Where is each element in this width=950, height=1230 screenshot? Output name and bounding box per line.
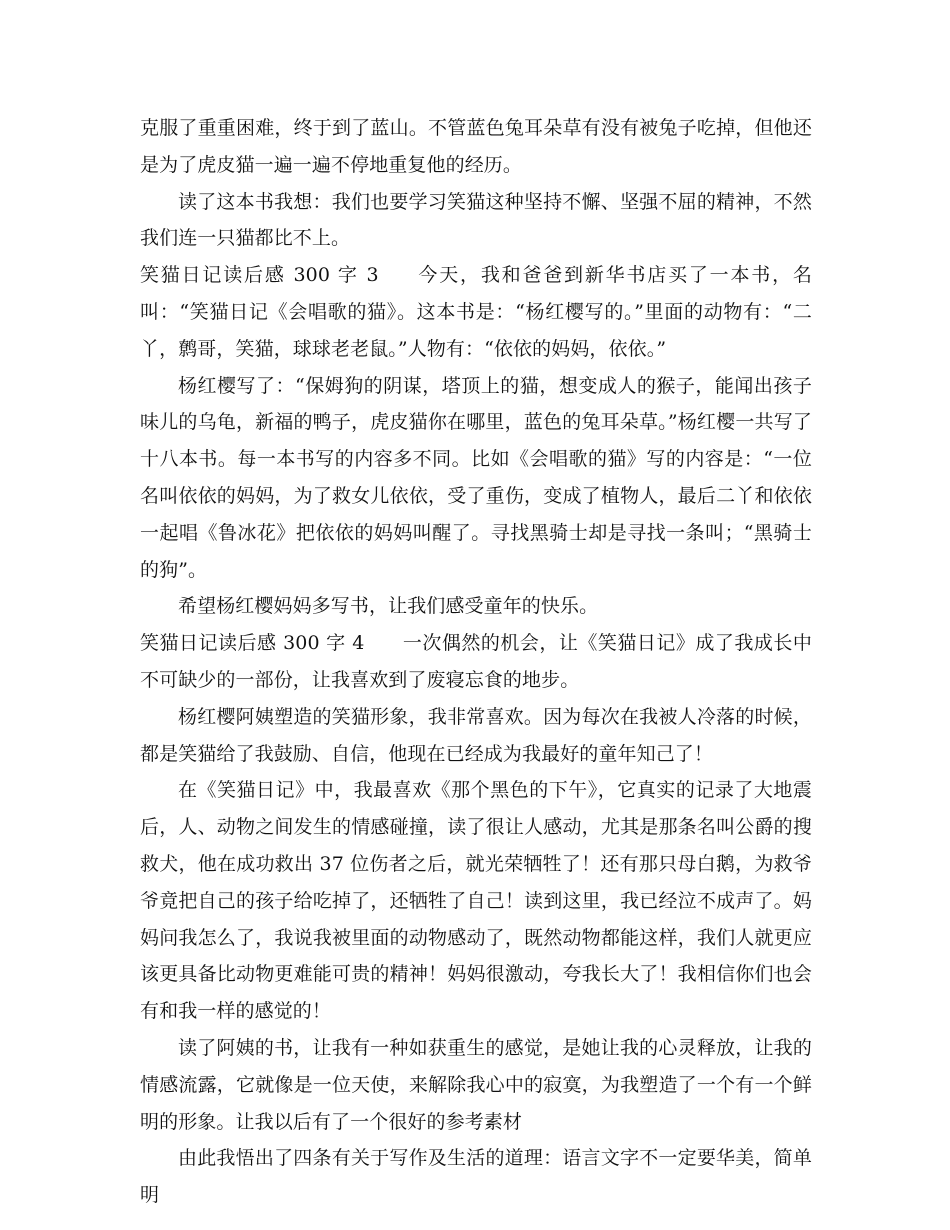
section-3-lead: 今天，我和爸爸到新华书店买了一本书，名叫：“笑猫日记《会唱歌的猫》。这本书是：“杨红樱写的。”里面的动物有：“二丫，鹩哥，笑猫，球球老老鼠。”人物有：“依依的妈妈，依依。”	[140, 264, 812, 360]
paragraph-reflection: 读了这本书我想：我们也要学习笑猫这种坚持不懈、坚强不屈的精神，不然我们连一只猫都比不上。	[140, 190, 812, 250]
section-3-heading: 笑猫日记读后感 300 字 3	[140, 264, 379, 287]
section-4-heading: 笑猫日记读后感 300 字 4	[140, 632, 365, 655]
section-4-lead: 一次偶然的机会，让《笑猫日记》成了我成长中不可缺少的一部份，让我喜欢到了废寝忘食的地步。	[140, 632, 812, 691]
document-body	[140, 110, 812, 1214]
section-3-paragraph: 杨红樱写了：“保姆狗的阴谋，塔顶上的猫，想变成人的猴子，能闻出孩子味儿的乌龟，新福的鸭子，虎皮猫你在哪里，蓝色的兔耳朵草。”杨红樱一共写了十八本书。每一本书写的内容多不同。比如《会唱歌的猫》写的内容是：“一位名叫依依的妈妈，为了救女儿依依，受了重伤，变成了植物人，最后二丫和依依一起唱《鲁冰花》把依依的妈妈叫醒了。寻找黑骑士却是寻找一条叫；“黑骑士的狗”。	[140, 374, 812, 581]
paragraph-continuation: 克服了重重困难，终于到了蓝山。不管蓝色兔耳朵草有没有被兔子吃掉，但他还是为了虎皮猫一遍一遍不停地重复他的经历。	[140, 117, 812, 176]
section-4-paragraph: 读了阿姨的书，让我有一种如获重生的感觉，是她让我的心灵释放，让我的情感流露，它就像是一位天使，来解除我心中的寂寞，为我塑造了一个有一个鲜明的形象。让我以后有了一个很好的参考素材	[140, 1036, 812, 1133]
section-4-paragraph: 杨红樱阿姨塑造的笑猫形象，我非常喜欢。因为每次在我被人冷落的时候，都是笑猫给了我鼓励、自信，他现在已经成为我最好的童年知己了！	[140, 705, 812, 765]
section-4-paragraph: 在《笑猫日记》中，我最喜欢《那个黑色的下午》，它真实的记录了大地震后，人、动物之间发生的情感碰撞，读了很让人感动，尤其是那条名叫公爵的搜救犬，他在成功救出 37 位伤者之后，就光荣牺牲了！还有那只母白鹅，为救爷爷竟把自己的孩子给吃掉了，还牺牲了自己！读到这里，我已经泣不成声了。妈妈问我怎么了，我说我被里面的动物感动了，既然动物都能这样，我们人就更应该更具备比动物更难能可贵的精神！妈妈很激动，夸我长大了！我相信你们也会有和我一样的感觉的！	[140, 779, 812, 1023]
section-3-paragraph: 希望杨红樱妈妈多写书，让我们感受童年的快乐。	[178, 595, 599, 618]
section-4	[140, 625, 812, 699]
section-3	[140, 257, 812, 367]
section-4-paragraph: 由此我悟出了四条有关于写作及生活的道理：语言文字不一定要华美，简单明	[140, 1147, 812, 1207]
